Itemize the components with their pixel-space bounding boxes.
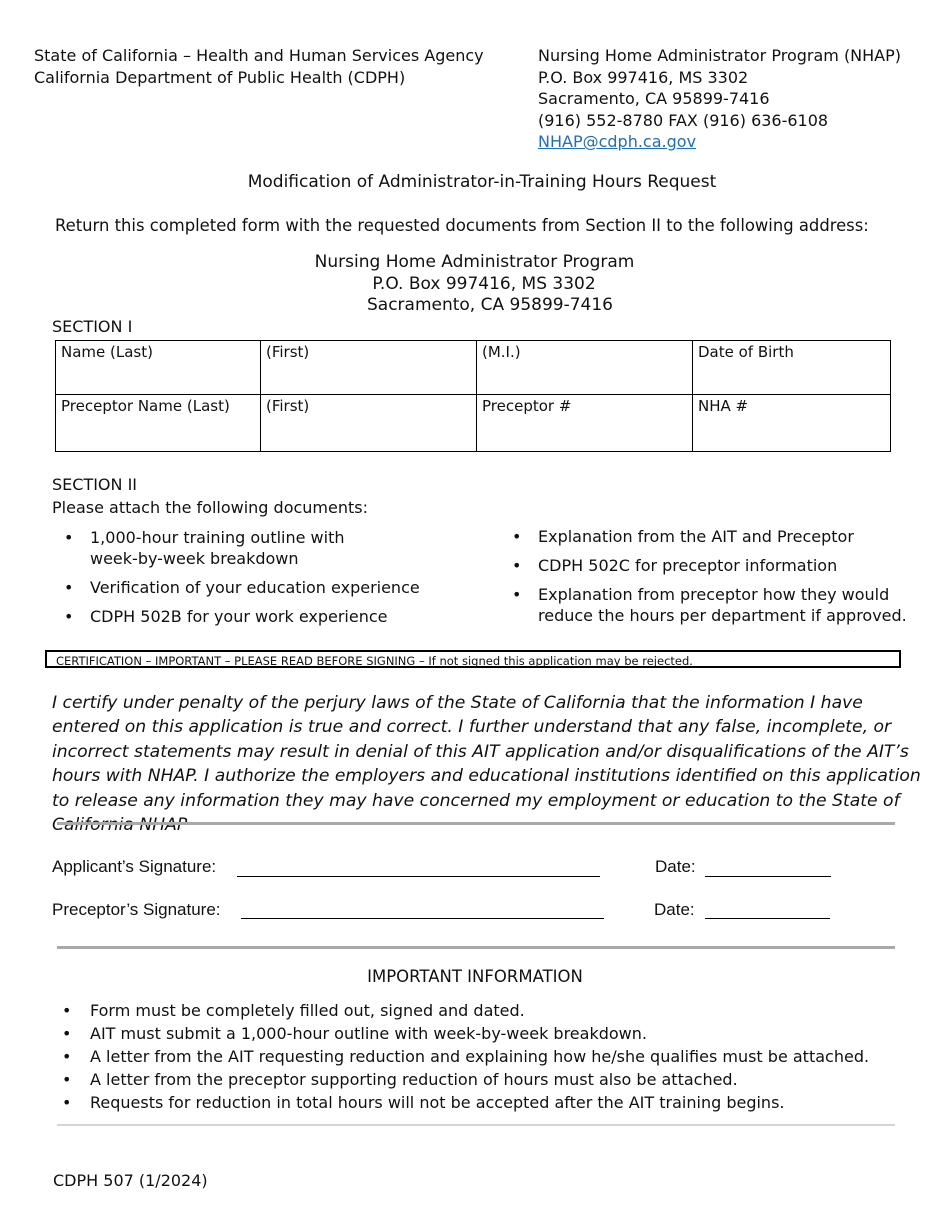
divider (57, 822, 895, 825)
section-1-table (55, 340, 891, 452)
address-line-3: Sacramento, CA 95899-7416 (366, 295, 613, 315)
address-line-1: Nursing Home Administrator Program (314, 252, 635, 272)
preceptor-first-field[interactable]: (First) (261, 395, 477, 452)
preceptor-signature-line[interactable] (241, 918, 604, 919)
section-1-heading: SECTION I (52, 317, 133, 336)
department-name: California Department of Public Health (CDPH) (34, 67, 406, 87)
mailing-address (0, 252, 950, 317)
certification-statement: I certify under penalty of the perjury laws of the State of California that the information I have entered on this application is true and correct. I further understand that any false, incomplete, or incorrect statements may result in denial of this AIT application and/or disqualifications of the AIT’s hours with NHAP. I authorize the employers and educational institutions identified on this application to release any information they may have concerned my employment or education to the State of California NHAP (52, 693, 921, 836)
section-2-intro: Please attach the following documents: (52, 498, 368, 517)
address-line-2: P.O. Box 997416, MS 3302 (372, 273, 596, 294)
list-item: • Explanation from the AIT and Preceptor (502, 526, 922, 547)
name-first-field[interactable]: (First) (261, 341, 477, 395)
applicant-signature-label: Applicant’s Signature: (52, 857, 217, 876)
certification-notice: CERTIFICATION – IMPORTANT – PLEASE READ BEFORE SIGNING – If not signed this application may be rejected. (45, 650, 901, 668)
email-link[interactable]: NHAP@cdph.ca.gov (538, 132, 697, 151)
important-heading: IMPORTANT INFORMATION (367, 967, 583, 986)
page-title: Modification of Administrator-in-Training Hours Request (247, 172, 717, 192)
applicant-signature-line[interactable] (237, 876, 600, 877)
preceptor-date-label: Date: (654, 900, 695, 919)
agency-name: State of California – Health and Human Services Agency (34, 46, 484, 65)
preceptor-date-line[interactable] (705, 918, 830, 919)
preceptor-signature-label: Preceptor’s Signature: (52, 900, 221, 919)
list-item: • A letter from the AIT requesting reduction and explaining how he/she qualifies must be attached. (52, 1045, 922, 1068)
preceptor-last-field[interactable]: Preceptor Name (Last) (56, 395, 261, 452)
applicant-date-line[interactable] (705, 876, 831, 877)
list-item: • 1,000-hour training outline with week-by-week breakdown (54, 527, 390, 569)
po-box: P.O. Box 997416, MS 3302 (538, 67, 749, 87)
program-name: Nursing Home Administrator Program (NHAP) (538, 46, 902, 65)
program-contact (538, 45, 901, 153)
documents-list-right (502, 526, 922, 634)
list-item: • Form must be completely filled out, signed and dated. (52, 999, 922, 1022)
name-last-field[interactable]: Name (Last) (56, 341, 261, 395)
list-item: • AIT must submit a 1,000-hour outline with week-by-week breakdown. (52, 1022, 922, 1045)
list-item: • Explanation from preceptor how they would reduce the hours per department if approved. (502, 584, 928, 626)
applicant-date-label: Date: (655, 857, 696, 876)
documents-list-left (54, 527, 444, 635)
list-item: • Requests for reduction in total hours will not be accepted after the AIT training begins. (52, 1091, 922, 1114)
name-mi-field[interactable]: (M.I.) (477, 341, 693, 395)
instructions-text: Return this completed form with the requested documents from Section II to the following address: (55, 216, 869, 235)
city-state-zip: Sacramento, CA 95899-7416 (538, 89, 770, 108)
list-item: • Verification of your education experience (54, 577, 444, 598)
important-list (52, 999, 922, 1114)
divider (57, 1124, 895, 1126)
agency-header (34, 45, 484, 88)
list-item: • CDPH 502C for preceptor information (502, 555, 922, 576)
list-item: • CDPH 502B for your work experience (54, 606, 444, 627)
preceptor-number-field[interactable]: Preceptor # (477, 395, 693, 452)
nha-number-field[interactable]: NHA # (693, 395, 891, 452)
section-2-heading: SECTION II (52, 475, 138, 494)
phone-fax: (916) 552-8780 FAX (916) 636-6108 (538, 110, 829, 130)
list-item: • A letter from the preceptor supporting reduction of hours must also be attached. (52, 1068, 922, 1091)
divider (57, 946, 895, 949)
form-number: CDPH 507 (1/2024) (53, 1171, 208, 1190)
date-of-birth-field[interactable]: Date of Birth (693, 341, 891, 395)
